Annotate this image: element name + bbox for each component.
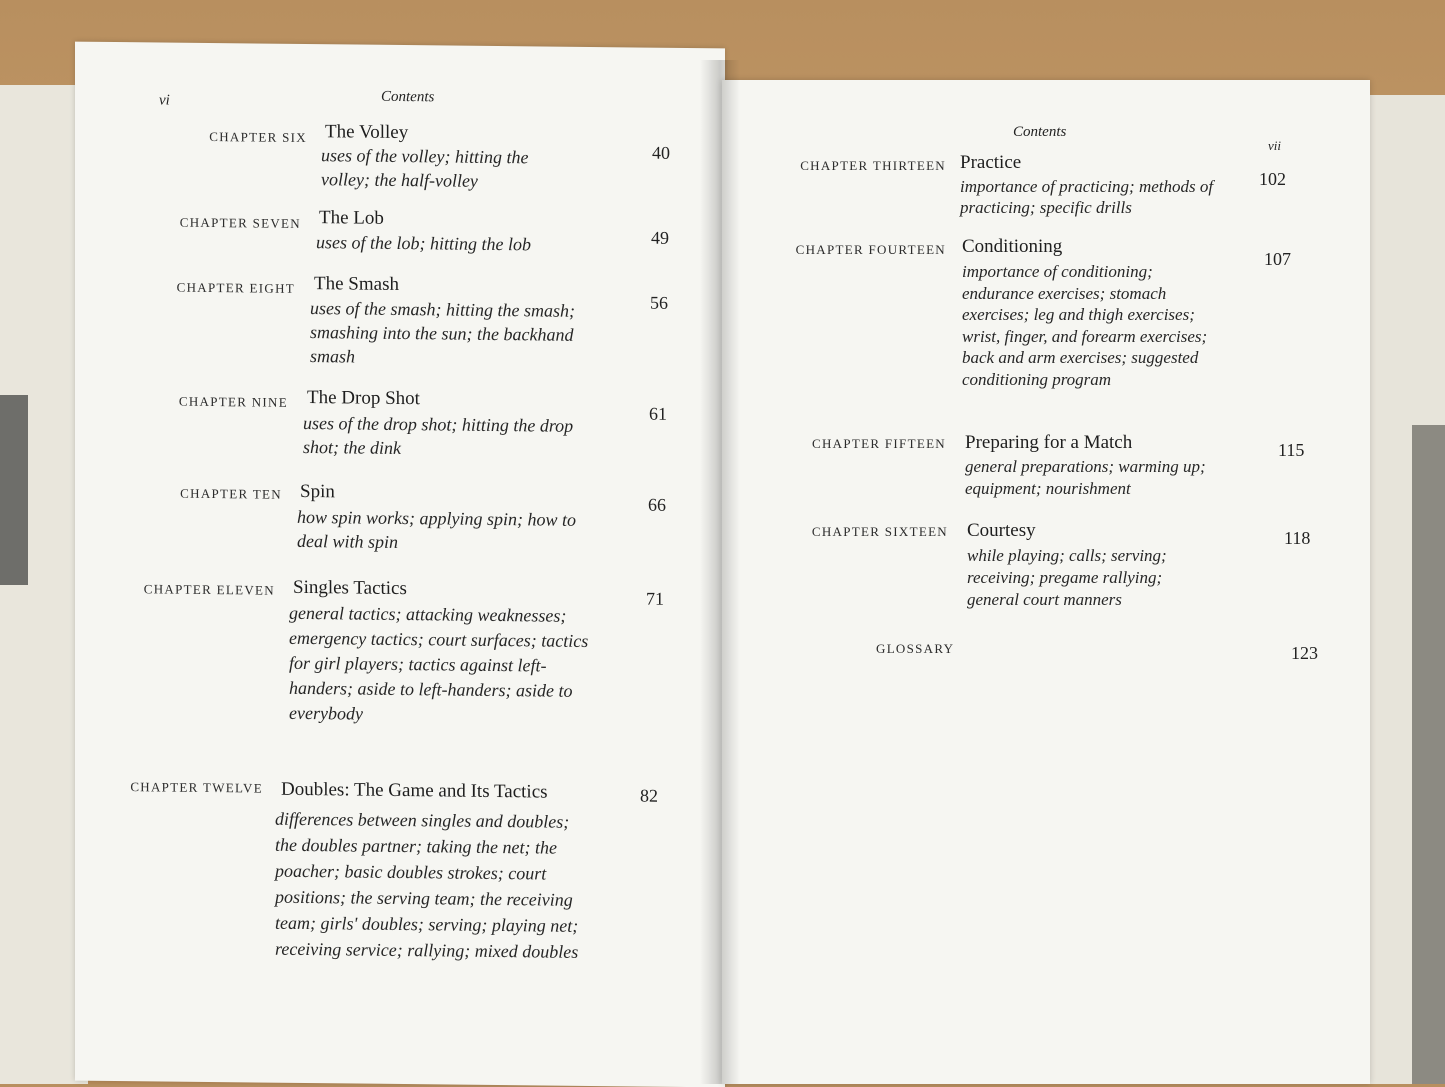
chapter-title: Preparing for a Match [965,432,1133,453]
page-number: 118 [1284,528,1311,548]
book-cover-right-shadow [1412,425,1445,1084]
book-cover-left-shadow [0,395,28,585]
chapter-description: uses of the lob; hitting the lob [316,232,531,255]
chapter-label: CHAPTER SIXTEEN [811,524,948,539]
running-head: Contents [1013,124,1067,140]
chapter-description: uses of the volley; hitting the volley; the half-volley [321,145,529,191]
running-head: Contents [381,88,435,106]
chapter-description: differences between singles and doubles; the doubles partner; taking the net; the poacher; basic doubles strokes; court positions; the serving team; the receiving team; girls' doubles; serving; playing net; receiving service; rallying; mixed doubles [275,808,579,962]
chapter-description: how spin works; applying spin; how to deal with spin [297,506,577,552]
glossary-label: GLOSSARY [876,641,955,656]
right-page [722,80,1370,1084]
chapter-description: importance of conditioning; endurance exercises; stomach exercises; leg and thigh exercises; wrist, finger, and forearm exercises; back and arm exercises; suggested conditioning program [962,262,1208,389]
page-number: 56 [650,292,668,313]
chapter-label: CHAPTER TWELVE [130,779,263,796]
chapter-description: uses of the drop shot; hitting the drop shot; the dink [303,412,574,459]
chapter-label: CHAPTER NINE [178,393,288,410]
chapter-title: Courtesy [967,520,1036,541]
chapter-title: Singles Tactics [293,576,407,600]
chapter-label: CHAPTER ELEVEN [143,581,275,598]
page-number: 107 [1264,249,1291,269]
page-number: 102 [1259,169,1286,189]
chapter-title: The Lob [319,207,384,229]
page-number: 66 [648,494,666,515]
chapter-label: CHAPTER THIRTEEN [800,158,946,173]
page-number: 115 [1278,440,1305,460]
chapter-description: while playing; calls; serving; receiving; pregame rallying; general court manners [967,546,1167,609]
chapter-title: The Volley [325,121,409,144]
chapter-title: Practice [960,152,1022,173]
chapter-title: Conditioning [962,236,1063,257]
book-gutter-shadow [700,60,740,1084]
chapter-label: CHAPTER FOURTEEN [795,242,946,257]
page-folio: vi [159,92,170,109]
left-page [75,42,725,1087]
page-number: 49 [651,227,669,248]
chapter-title: The Drop Shot [307,387,420,410]
page-number: 82 [640,785,658,806]
page-number: 61 [649,403,667,424]
chapter-title: The Smash [314,273,399,295]
chapter-label: CHAPTER SEVEN [179,214,301,231]
page-number: 123 [1291,643,1318,663]
chapter-label: CHAPTER TEN [180,485,282,502]
chapter-title: Spin [300,480,335,503]
chapter-label: CHAPTER EIGHT [176,279,295,296]
page-number: 40 [652,142,670,163]
chapter-label: CHAPTER SIX [209,129,307,146]
chapter-description: uses of the smash; hitting the smash; smashing into the sun; the backhand smash [310,298,575,367]
chapter-title: Doubles: The Game and Its Tactics [281,778,548,803]
chapter-description: importance of practicing; methods of practicing; specific drills [960,177,1214,217]
chapter-description: general tactics; attacking weaknesses; emergency tactics; court surfaces; tactics for girl players; tactics against left-handers; aside to left-handers; aside to everybody [289,602,589,724]
page-number: 71 [646,588,664,609]
page-folio: vii [1268,138,1281,153]
chapter-description: general preparations; warming up; equipment; nourishment [965,457,1206,498]
chapter-label: CHAPTER FIFTEEN [812,436,946,451]
